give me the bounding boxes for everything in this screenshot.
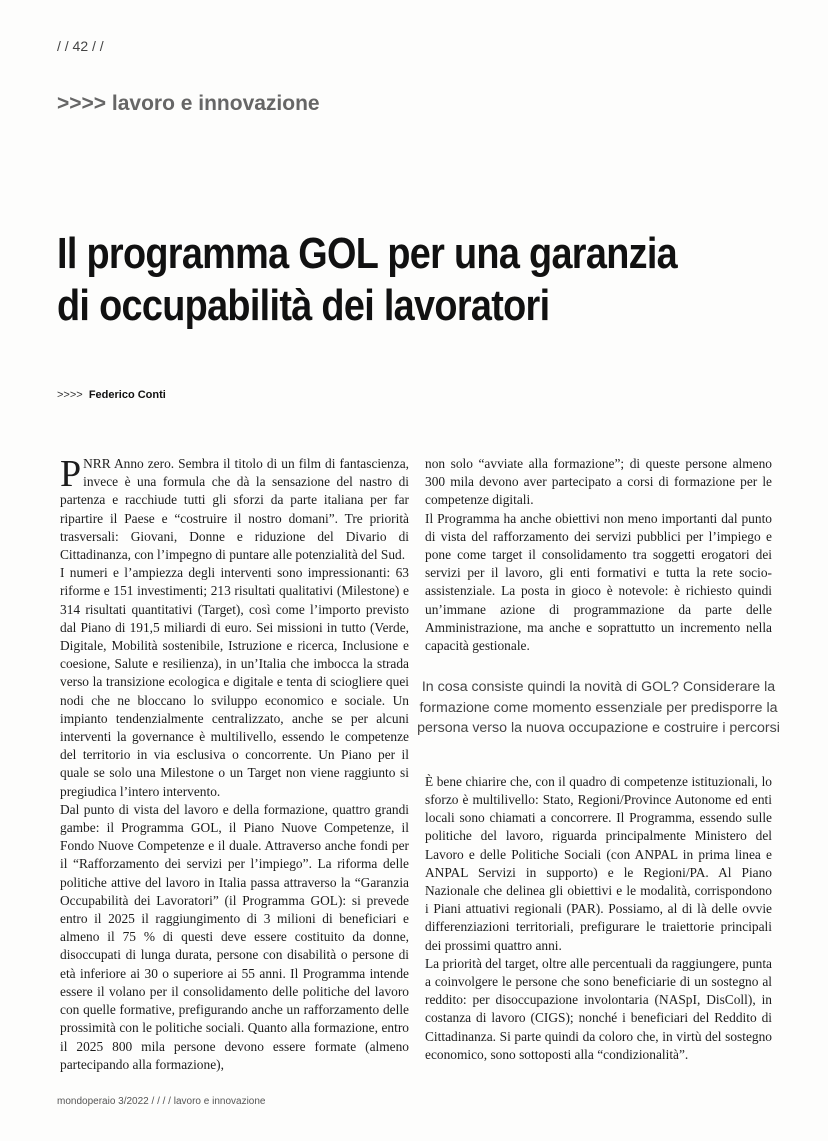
right-column [417, 455, 780, 1064]
paragraph: non solo “avviate alla formazione”; di queste persone almeno 300 mila devono aver partecipato a corsi di formazione per le competenze digitali. [425, 456, 772, 508]
article-title [57, 228, 693, 332]
paragraph-text: NRR Anno zero. Sembra il titolo di un film di fantascienza, invece è una formula che dà la sensazione del nastro di partenza e racchiude tutti gli sforzi da parte italiana per far ripartire il Paese e “costruire il nostro domani”. Tre priorità trasversali: Giovani, Donne e riduzione del Divario di Cittadinanza, con l’impegno di puntare alle potenzialità del Sud. [60, 456, 409, 563]
paragraph: Il Programma ha anche obiettivi non meno importanti dal punto di vista del rafforzamento dei servizi pubblici per l’impiego e pone come target il consolidamento tra soggetti erogatori dei servizi per il lavoro, gli enti formativi e tutta la rete socio-assistenziale. La posta in gioco è notevole: è richiesto quindi un’immane azione di programmazione da parte delle Amministrazione, ma anche e soprattutto un incremento nella capacità gestionale. [425, 510, 772, 654]
page-number: / / 42 / / [57, 38, 104, 54]
left-column [60, 455, 409, 1074]
pull-quote: In cosa consiste quindi la novità di GOL? Considerare la formazione come momento essenziale per predisporre la persona verso la nuova occupazione e costruire i percorsi [417, 679, 780, 737]
paragraph: I numeri e l’ampiezza degli interventi sono impressionanti: 63 riforme e 151 investimenti; 213 risultati qualitativi (Milestone) e 314 risultati quantitativi (Target), così come l’importo previsto dal Piano di 191,5 miliardi di euro. Sei missioni in tutto (Verde, Digitale, Mobilità sostenibile, Istruzione e ricerca, Inclusione e coesione, Salute e resilienza), in un’Italia che imbocca la strada verso la transizione ecologica e digitale e tenta di sciogliere quei nodi che ne bloccano lo sviluppo economico e sociale. Un impianto tendenzialmente centralizzato, anche se per alcuni interventi la governance è multilivello, essendo le competenze del territorio in via esclusiva o concorrente. Un Piano per il quale se solo una Milestone o un Target non viene raggiunto si pregiudica l’intero intervento. [60, 565, 409, 799]
byline-prefix: >>>> [57, 389, 83, 401]
title-line-1: Il programma GOL per una garanzia [57, 229, 678, 278]
section-label: >>>> lavoro e innovazione [57, 92, 320, 115]
author-name: Federico Conti [88, 389, 166, 401]
title-line-2: di occupabilità dei lavoratori [57, 281, 550, 330]
paragraph: Dal punto di vista del lavoro e della formazione, quattro grandi gambe: il Programma GOL, il Piano Nuove Competenze, il Fondo Nuove Competenze e il duale. Attraverso anche fondi per il “Rafforzamento dei servizi per l’impiego”. La riforma delle politiche attive del lavoro in Italia passa attraverso la “Garanzia Occupabilità dei Lavoratori” (il Programma GOL): si prevede entro il 2025 il raggiungimento di 3 milioni di beneficiari e almeno il 75 % di questi deve essere costituito da donne, disoccupati di lunga durata, persone con disabilità o persone di età inferiore ai 30 o superiore ai 55 anni. Il Programma intende essere il volano per il consolidamento delle politiche del lavoro con quelle formative, prefigurando anche un rafforzamento delle prossimità con le politiche sociali. Quanto alla formazione, entro il 2025 800 mila persone devono essere formate (almeno partecipando alla formazione), [60, 801, 409, 1072]
paragraph: La priorità del target, oltre alle percentuali da raggiungere, punta a coinvolgere le persone che sono beneficiarie di un sostegno al reddito: per disoccupazione involontaria (NASpI, DisColl), in costanza di lavoro (CIGS); nonché i beneficiari del Reddito di Cittadinanza. Si parte quindi da coloro che, in virtù del sostegno economico, sono sottoposti alla “condizionalità”. [425, 955, 772, 1062]
paragraph [60, 455, 409, 564]
paragraph: È bene chiarire che, con il quadro di competenze istituzionali, lo sforzo è multilivello: Stato, Regioni/Province Autonome ed enti locali sono chiamati a concorrere. Il Programma, essendo sulle politiche del lavoro, riguarda principalmente Ministero del Lavoro e delle Politiche Sociali (con ANPAL in prima linea e ANPAL Servizi in supporto) e le Regioni/PA. Al Piano Nazionale che delinea gli obiettivi e le modalità, corrispondono i Piani attuativi regionali (PAR). Possiamo, al di là delle ovvie differenziazioni territoriali, prefigurare le traiettorie principali dei prossimi quattro anni. [425, 773, 772, 953]
byline [57, 389, 166, 401]
drop-cap: P [60, 453, 82, 495]
page-footer: mondoperaio 3/2022 / / / / lavoro e innovazione [57, 1096, 266, 1107]
